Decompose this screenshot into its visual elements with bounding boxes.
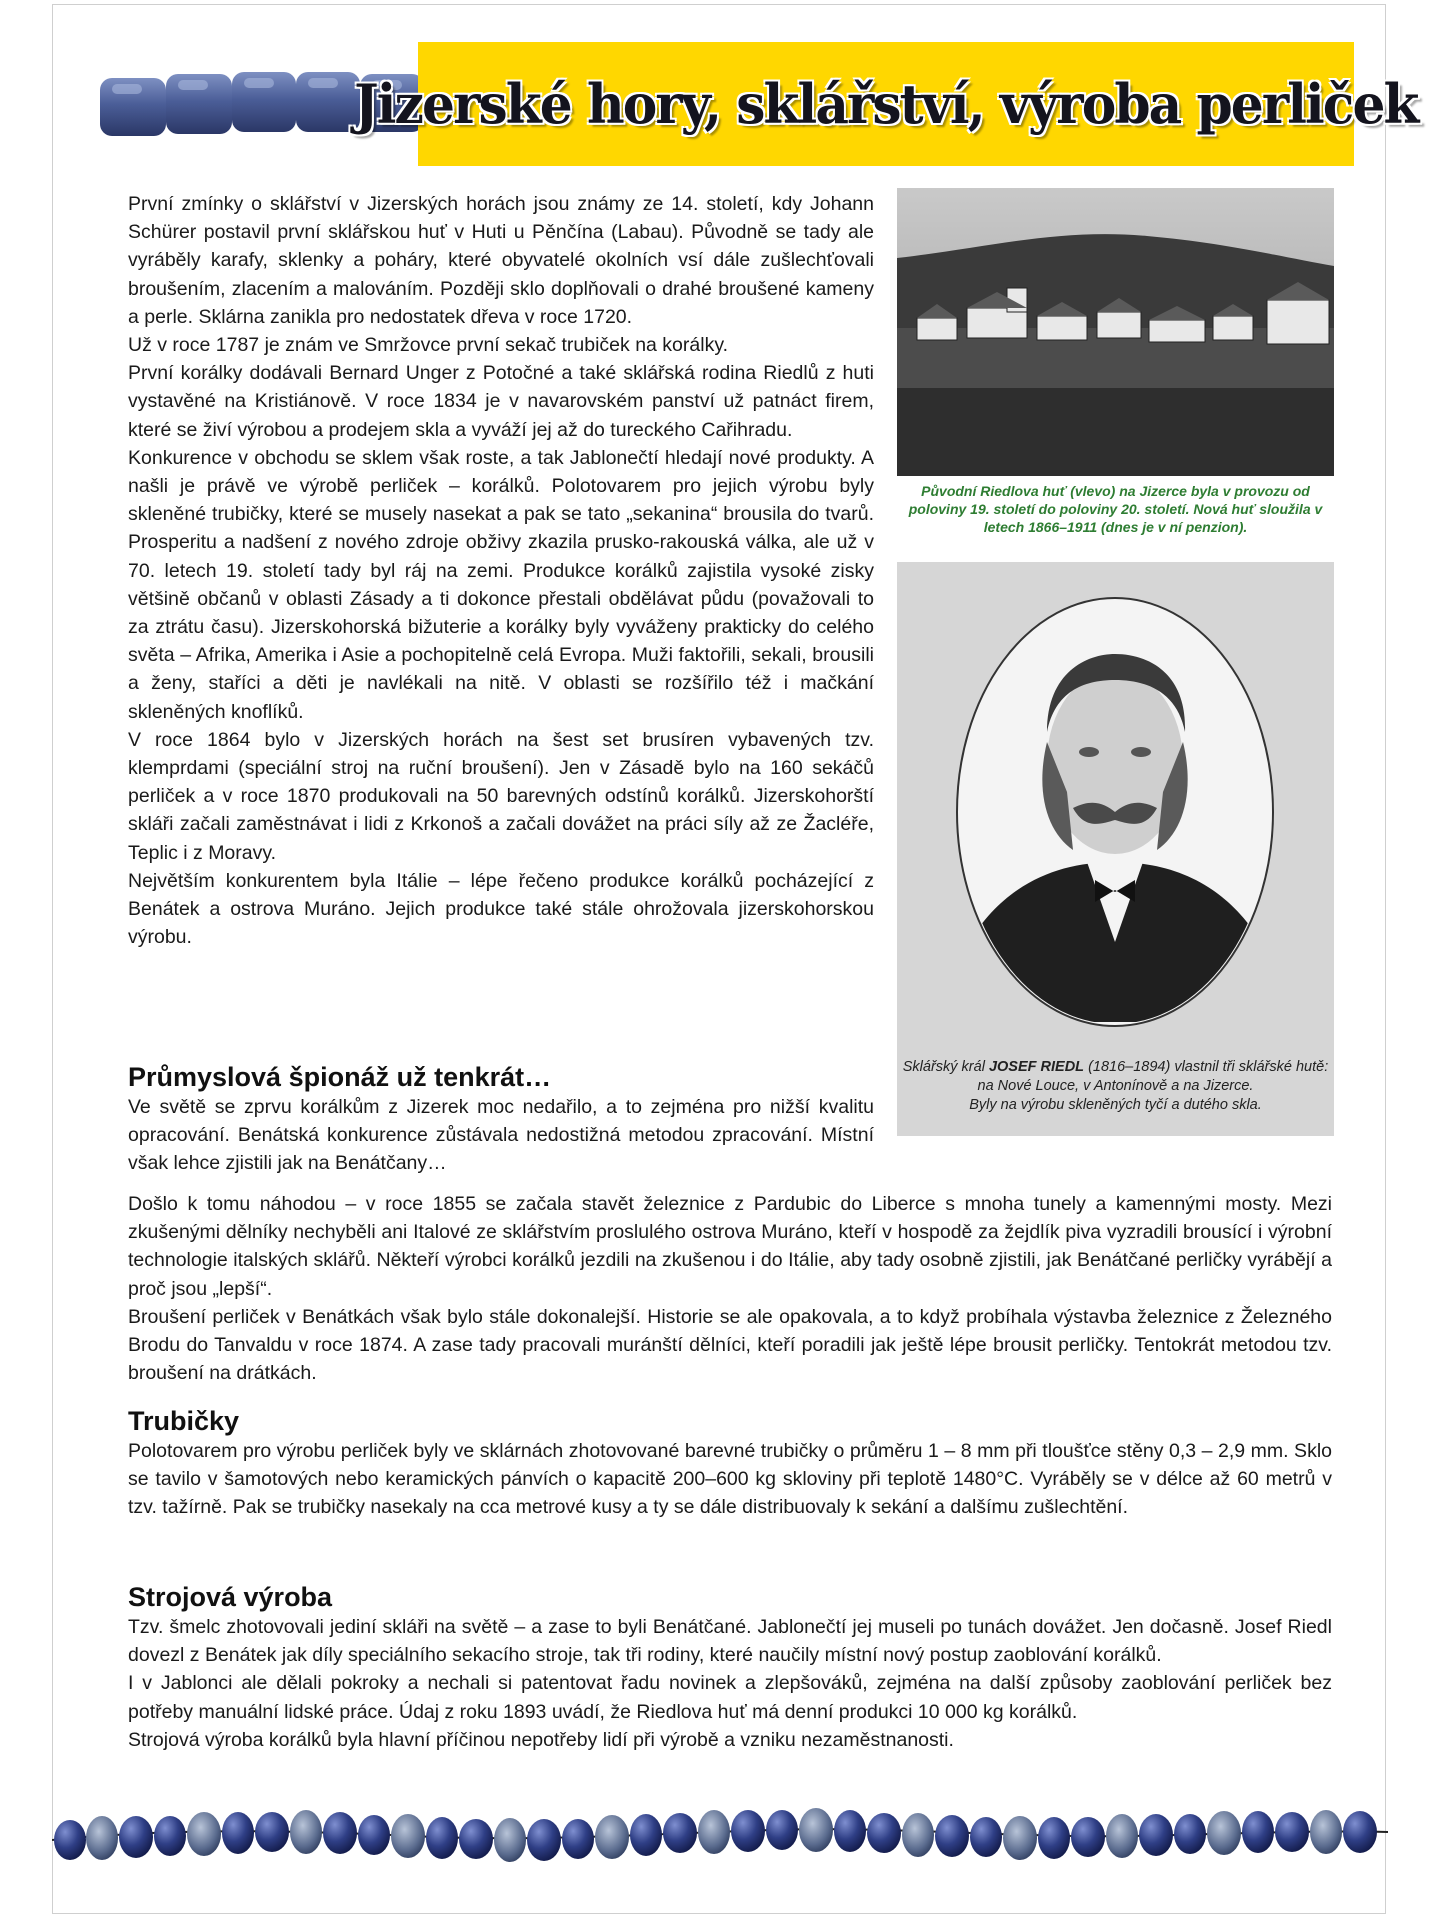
- bead: [296, 72, 360, 132]
- section-espionage-continued: [128, 1190, 1332, 1387]
- section-paragraph: Došlo k tomu náhodou – v roce 1855 se začala stavět železnice z Pardubic do Liberce s mnoha tunely a kamennými mosty. Mezi zkušenými dělníky nechyběli ani Italové ze sklářstvím proslulého ostrova Muráno, kteří v hospodě za žejdlík piva vyzradili brousící i výrobní technologie italských sklářů. Někteří výrobci korálků jezdili na zkušenou i do Itálie, aby tady osobně zjistili, jak Benátčané perličky vyrábějí a proč jsou „lepší“.: [128, 1193, 1332, 1300]
- portrait-panel: [897, 562, 1334, 1136]
- caption-details: Byly na výrobu skleněných tyčí a dutého skla.: [969, 1097, 1262, 1113]
- section-paragraph: Strojová výroba korálků byla hlavní příčinou nepotřeby lidí při výrobě a vzniku nezaměstnanosti.: [128, 1728, 954, 1751]
- intro-column: [128, 190, 874, 951]
- caption-prefix: Sklářský král: [902, 1059, 985, 1075]
- title-banner: [354, 42, 1418, 166]
- bead-row: [54, 1808, 1377, 1862]
- bead-string-image: [52, 1800, 1388, 1870]
- section-paragraph: Broušení perliček v Benátkách však bylo stále dokonalejší. Historie se ale opakovala, a to když probíhala výstavba železnice z Železného Brodu do Tanvaldu v roce 1874. A zase tady pracovali muránští dělníci, kteří poradili jak ještě lépe brousit perličky. Tentokrát metodou tzv. broušení na drátkách.: [128, 1305, 1332, 1385]
- bead: [100, 78, 166, 136]
- section-paragraph: I v Jablonci ale dělali pokroky a nechali si patentovat řadu novinek a zlepšováků, zejména na další způsoby zaoblování perliček bez potřeby manuální lidské práce. Údaj z roku 1893 uvádí, že Riedlova huť má denní produkci 10 000 kg korálků.: [128, 1672, 1332, 1723]
- section-heading: Trubičky: [128, 1406, 240, 1436]
- intro-paragraph: První zmínky o sklářství v Jizerských horách jsou známy ze 14. století, kdy Johann Schürer postavil první sklářskou huť v Huti u Pěnčína (Labau). Původně se tady ale vyráběly karafy, sklenky a poháry, které obyvatelé okolních vsí dále zušlechťovali broušením, zlacením a malováním. Později sklo doplňovali o drahé broušené kameny a perle. Sklárna zanikla pro nedostatek dřeva v roce 1720.: [128, 193, 874, 328]
- section-heading: Strojová výroba: [128, 1582, 333, 1612]
- intro-paragraph: V roce 1864 bylo v Jizerských horách na šest set brusíren vybavených tzv. klemprdami (speciální stroj na ruční broušení). Jen v Zásadě bylo na 160 sekáčů perliček a v roce 1870 produkovali na 50 barevných odstínů korálků. Jizerskohorští skláři začali zaměstnávat i lidi z Krkonoš a začali dovážet na práci síly až ze Žacléře, Teplic i z Moravy.: [128, 728, 874, 864]
- section-heading: Průmyslová špionáž už tenkrát…: [128, 1062, 552, 1092]
- section-paragraph: Ve světě se zprvu korálkům z Jizerek moc nedařilo, a to zejména pro nižší kvalitu opracování. Benátská konkurence zůstávala nedostižná metodou zpracování. Místní však lehce zjistili jak na Benátčany…: [128, 1096, 874, 1175]
- intro-paragraph: Konkurence v obchodu se sklem však roste, a tak Jablonečtí hledají nové produkty. A našli je právě ve výrobě perliček – korálků. Polotovarem pro jejich výrobu byly skleněné trubičky, které se musely nasekat a pak se tato „sekanina“ brousila do tvarů. Prosperitu a nadšení z nového zdroje obživy zkazila prusko-rakouská válka, ale už v 70. letech 19. století tady byl ráj na zemi. Produkce korálků zajistila vysoké zisky většině občanů v oblasti Zásady a ti dokonce přestali obdělávat půdu (považovali to za ztrátu času). Jizerskohorská bižuterie a korálky byly vyváženy prakticky do celého světa – Afrika, Amerika i Asie a pochopitelně celá Evropa. Muži faktořili, sekali, brousili a ženy, staříci a děti je navlékali na nitě. V oblasti se rozšířilo též i mačkání skleněných knoflíků.: [128, 446, 874, 723]
- intro-paragraph: První korálky dodávali Bernard Unger z Potočné a také sklářská rodina Riedlů z huti vystavěné na Kristiánově. V roce 1834 je v navarovském panství už patnáct firem, které se živí výrobou a prodejem skla a vyváží jej až do tureckého Cařihradu.: [128, 362, 874, 441]
- section-espionage: [128, 1062, 874, 1178]
- intro-paragraph: Největším konkurentem byla Itálie – lépe řečeno produkce korálků pocházející z Benátek a ostrova Muráno. Jejich produkce také stále ohrožovala jizerskohorskou výrobu.: [128, 869, 874, 949]
- intro-paragraph: Už v roce 1787 je znám ve Smržovce první sekač trubiček na korálky.: [128, 334, 729, 357]
- section-machine-production: [128, 1582, 1332, 1754]
- section-tubes: [128, 1406, 1332, 1522]
- caption-name: JOSEF RIEDL: [988, 1059, 1085, 1075]
- glassworks-caption: Původní Riedlova huť (vlevo) na Jizerce byla v provozu od poloviny 19. století do poloviny 20. století. Nová huť sloužila v letech 1866–1911 (dnes je v ní penzion).: [908, 483, 1323, 535]
- bead: [166, 74, 232, 134]
- glassworks-photo: [897, 188, 1334, 476]
- section-paragraph: Tzv. šmelc zhotovovali jediní skláři na světě – a zase to byli Benátčané. Jablonečtí jej museli po tunách dovážet. Jen dočasně. Josef Riedl dovezl z Benátek jak díly speciálního sekacího stroje, tak tři rodiny, které naučily místní nový postup zaoblování korálků.: [128, 1616, 1332, 1667]
- section-paragraph: Polotovarem pro výrobu perliček byly ve sklárnách zhotovované barevné trubičky o průměru 1 – 8 mm při tloušťce stěny 0,3 – 2,9 mm. Sklo se tavilo v šamotových nebo keramických pánvích o kapacitě 200–600 kg skloviny při teplotě 1480°C. Vyráběly se v délce až 60 metrů v tzv. tažírně. Pak se trubičky nasekaly na cca metrové kusy a ty se dále distribuovaly k sekání a dalšímu zušlechtění.: [128, 1440, 1332, 1519]
- portrait-josef-riedl: [897, 562, 1334, 1136]
- page-title: Jizerské hory, sklářství, výroba perliček: [354, 72, 1418, 136]
- caption-details: (1816–1894) vlastnil tři sklářské hutě: na Nové Louce, v Antonínově a na Jizerce.: [977, 1059, 1329, 1094]
- portrait-caption: [897, 1058, 1334, 1115]
- bead: [232, 72, 296, 132]
